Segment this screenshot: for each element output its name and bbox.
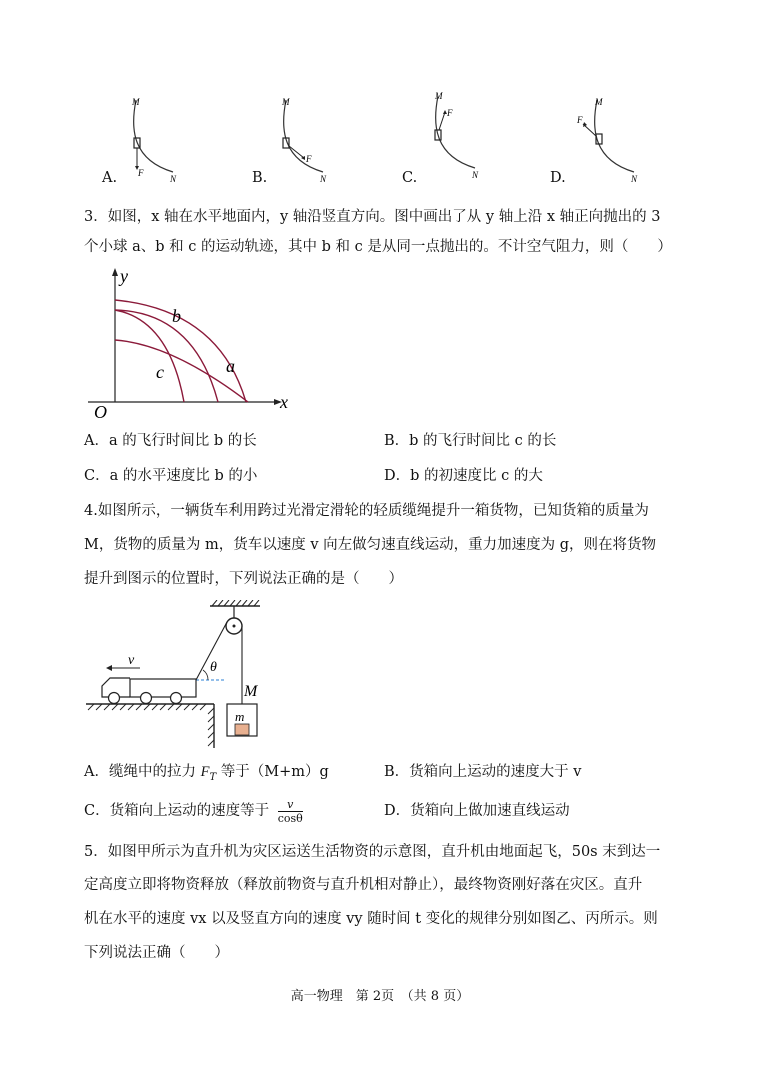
q2-figure-b	[268, 90, 343, 185]
q4-option-c[interactable]	[84, 797, 303, 825]
q5-stem-line1: 5．如图甲所示为直升机为灾区运送生活物资的示意图，直升机由地面起飞，50s 末到达一	[84, 844, 661, 860]
q3-option-a[interactable]: A．a 的飞行时间比 b 的长	[84, 433, 257, 449]
q2-b-label-n: N	[320, 174, 327, 184]
q4-option-b[interactable]: B．货箱向上运动的速度大于 v	[384, 764, 582, 780]
axis-y-label: y	[120, 266, 128, 286]
q2-figure-a	[118, 90, 193, 185]
curve-label-b: b	[172, 306, 181, 326]
q2-figures	[0, 0, 760, 190]
q3-option-c[interactable]: C．a 的水平速度比 b 的小	[84, 468, 258, 484]
axis-x-label: x	[280, 392, 288, 412]
q2-c-label-f: F	[447, 108, 453, 118]
q2-b-label-m: M	[282, 97, 290, 107]
q4-stem-line1: 4.如图所示，一辆货车利用跨过光滑定滑轮的轻质缆绳提升一箱货物，已知货箱的质量为	[84, 503, 649, 519]
q2-figure-d	[575, 90, 650, 185]
truck-body	[130, 679, 196, 697]
q4-option-c-denominator: cosθ	[277, 811, 303, 825]
q4-truck-pulley-figure	[84, 600, 274, 750]
velocity-label: v	[128, 653, 135, 668]
q3-stem-line2: 个小球 a、b 和 c 的运动轨迹，其中 b 和 c 是从同一点抛出的。不计空气阻力，则（ ）	[84, 239, 672, 255]
box-mass-label: M	[244, 683, 258, 700]
q2-b-label-f: F	[306, 154, 312, 164]
q3-option-d[interactable]: D．b 的初速度比 c 的大	[384, 468, 543, 484]
q2-figure-c	[420, 86, 495, 181]
curve-label-c: c	[156, 362, 164, 382]
q2-option-d[interactable]: D.	[550, 170, 566, 186]
q3-stem-line1: 3．如图，x 轴在水平地面内，y 轴沿竖直方向。图中画出了从 y 轴上沿 x 轴正向抛出的 3	[84, 209, 661, 225]
q2-c-label-m: M	[435, 91, 443, 101]
cargo-goods	[235, 724, 249, 735]
curve-label-a: a	[226, 356, 235, 376]
goods-mass-label: m	[235, 709, 245, 724]
q2-option-a[interactable]: A.	[102, 170, 118, 186]
axis-origin-label: O	[94, 402, 107, 422]
q4-option-d[interactable]: D．货箱向上做加速直线运动	[384, 803, 570, 819]
q3-trajectory-figure	[84, 262, 304, 422]
q2-d-label-f: F	[577, 115, 583, 125]
q5-stem-line2: 定高度立即将物资释放（释放前物资与直升机相对静止），最终物资刚好落在灾区。直升	[84, 877, 643, 893]
q2-a-label-f: F	[138, 168, 144, 178]
theta-label: θ	[210, 660, 217, 675]
q2-c-label-n: N	[472, 170, 479, 180]
q2-d-label-n: N	[631, 174, 638, 184]
q4-stem-line2: M，货物的质量为 m，货车以速度 v 向左做匀速直线运动，重力加速度为 g，则在将货物	[84, 537, 657, 553]
q4-stem-line3: 提升到图示的位置时，下列说法正确的是（ ）	[84, 571, 403, 587]
q2-a-label-m: M	[132, 97, 140, 107]
q2-a-label-n: N	[170, 174, 177, 184]
q4-option-a-force: F	[200, 764, 210, 780]
q4-option-a[interactable]	[84, 758, 329, 792]
q2-option-c[interactable]: C.	[402, 170, 418, 186]
page-footer: 高一物理 第 2页 （共 8 页）	[290, 989, 470, 1004]
q5-stem-line3: 机在水平的速度 vx 以及竖直方向的速度 vy 随时间 t 变化的规律分别如图乙、丙所示。则	[84, 911, 658, 927]
q4-option-a-suffix: 等于（M+m）g	[216, 764, 329, 780]
q2-d-label-m: M	[595, 97, 603, 107]
q4-option-a-prefix: A．缆绳中的拉力	[84, 764, 201, 780]
q3-option-b[interactable]: B．b 的飞行时间比 c 的长	[384, 433, 557, 449]
q4-option-c-numerator: v	[278, 798, 303, 812]
q4-option-a-subscript: T	[209, 771, 217, 783]
curve-b	[115, 310, 218, 402]
q4-option-c-prefix: C．货箱向上运动的速度等于	[84, 803, 270, 819]
q2-option-b[interactable]: B.	[252, 170, 268, 186]
q5-stem-line4: 下列说法正确（ ）	[84, 945, 229, 961]
